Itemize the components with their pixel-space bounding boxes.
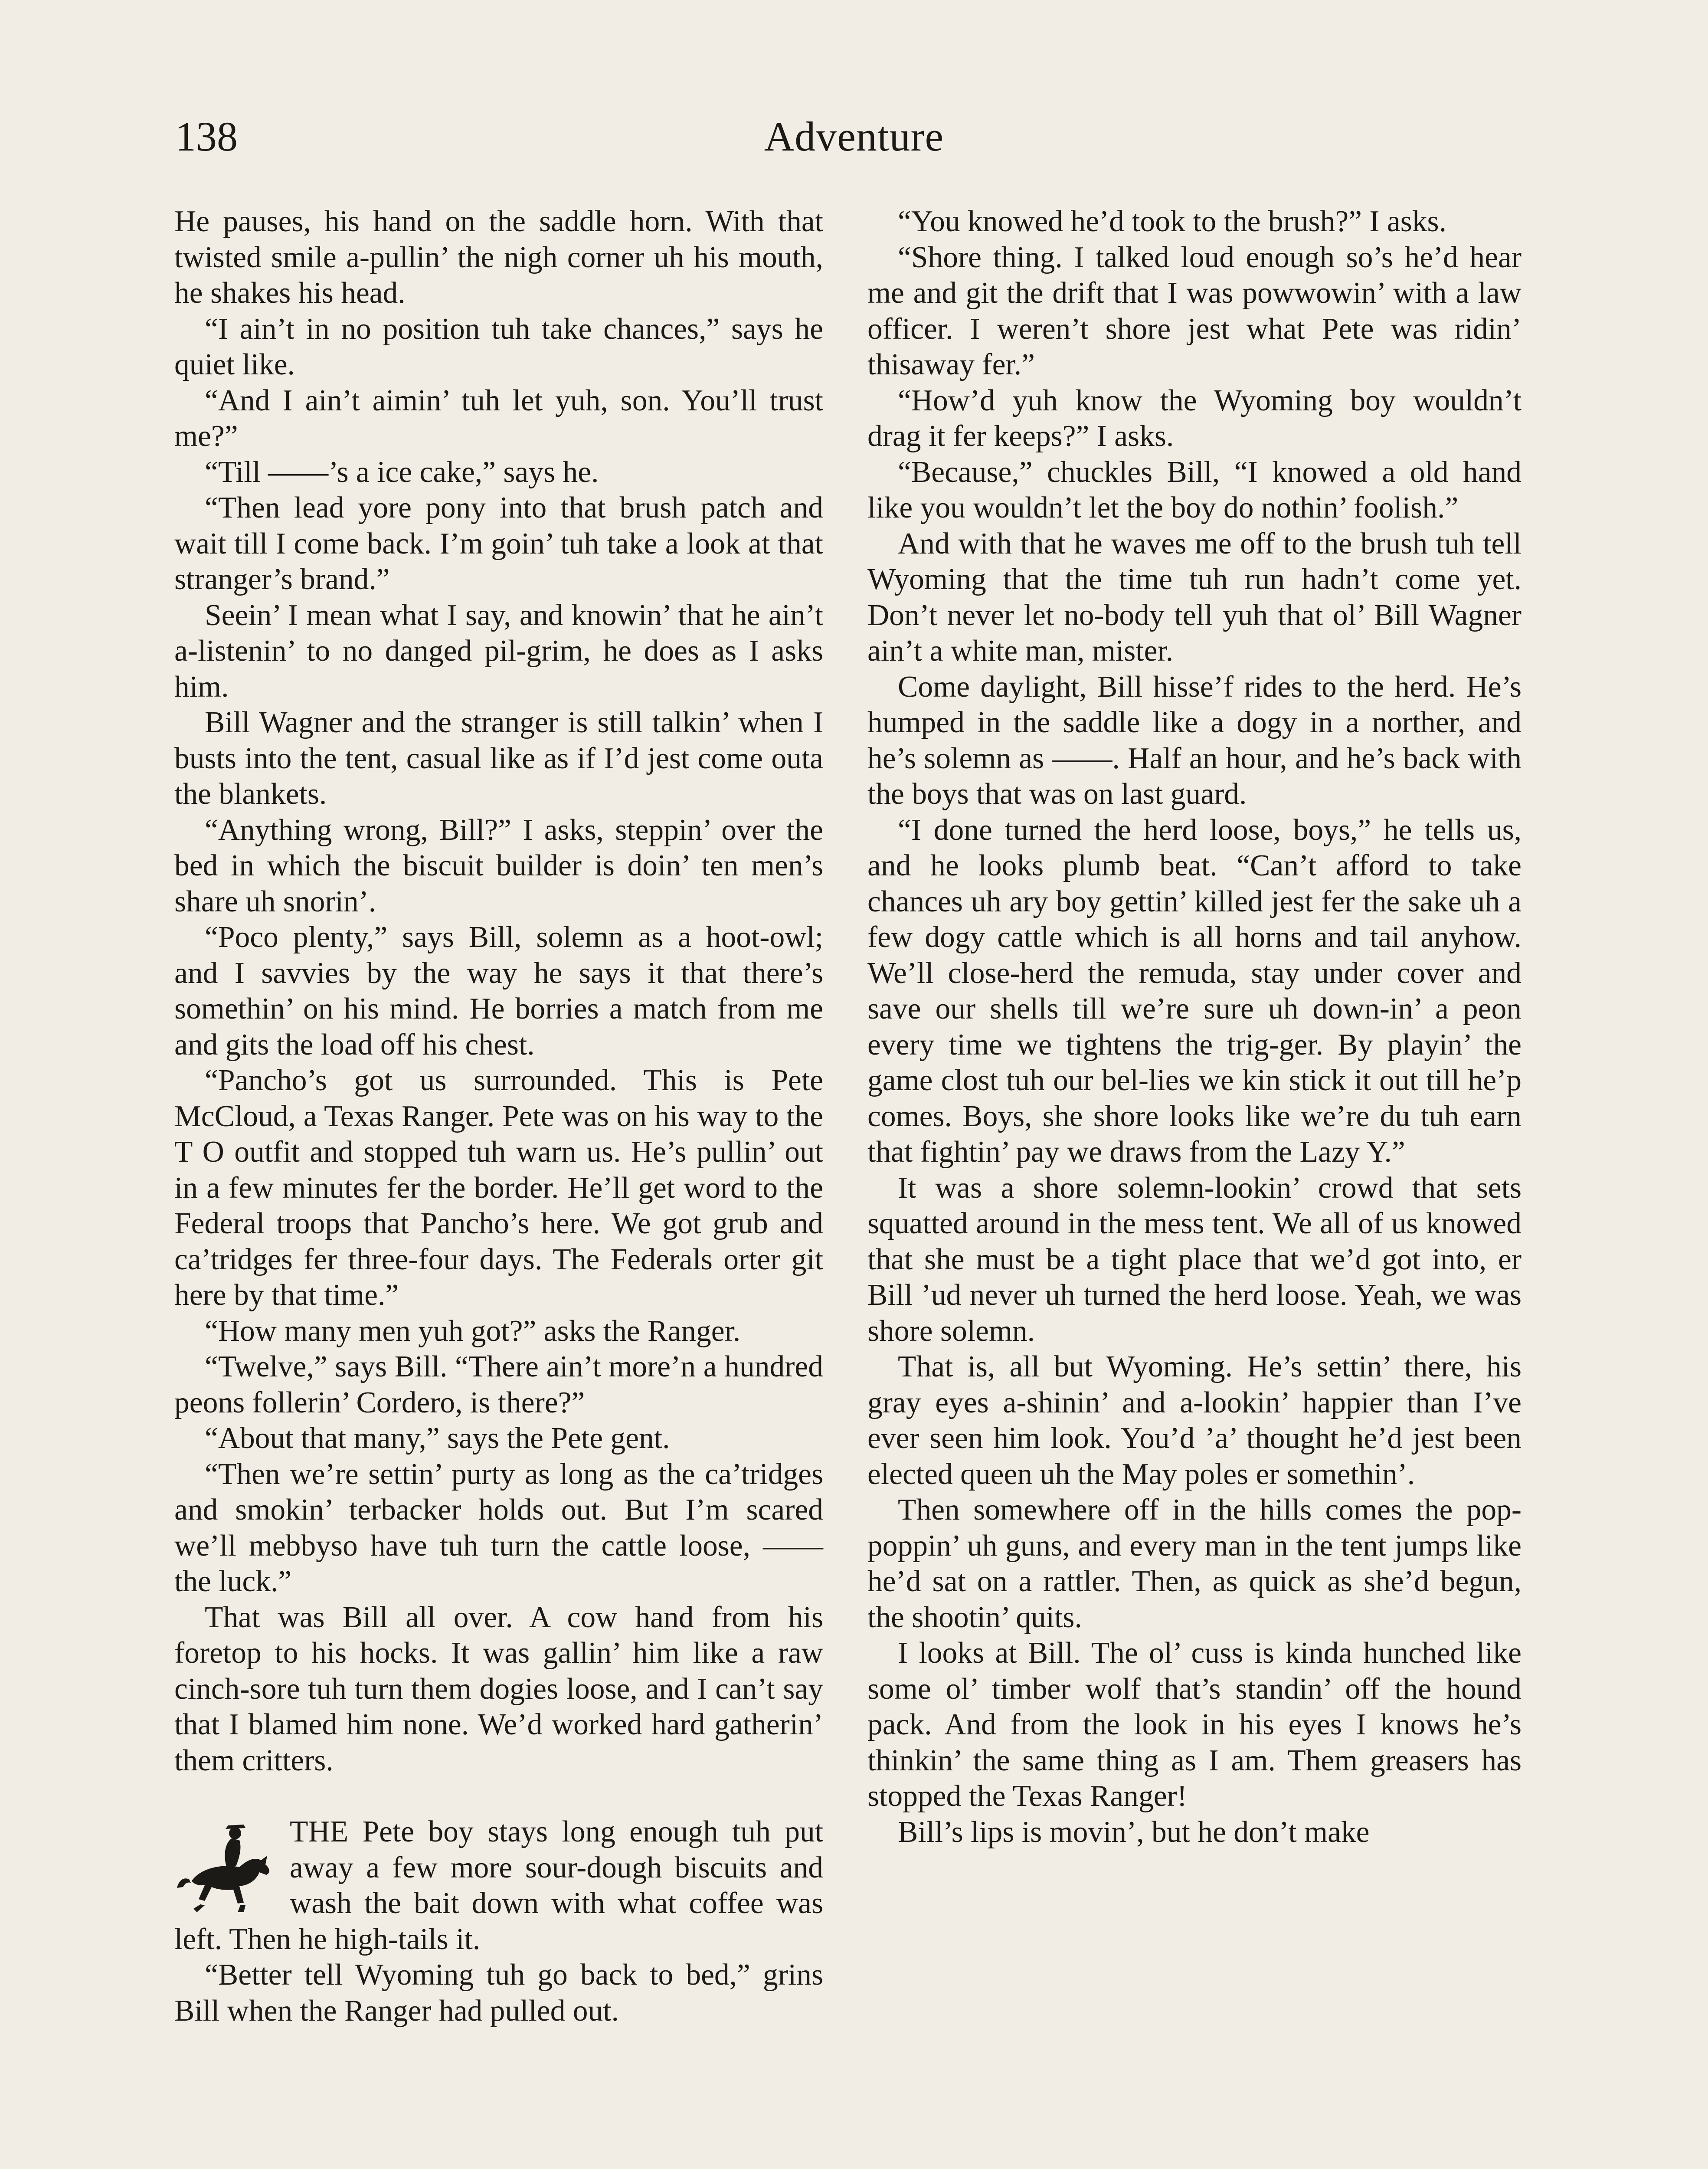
paragraph: “Poco plenty,” says Bill, solemn as a hoot-owl; and I savvies by the way he says it that there’s somethin’ on his mind. He borries a match from me and gits the load off his chest. (174, 921, 823, 1062)
paragraph: “How’d yuh know the Wyoming boy wouldn’t drag it fer keeps?” I asks. (867, 383, 1521, 453)
paragraph: Then somewhere off in the hills comes the pop-poppin’ uh guns, and every man in the tent jumps like he’d sat on a rattler. Then, as quick as she’d begun, the shootin’ quits. (867, 1493, 1521, 1634)
left-column (174, 204, 823, 2029)
section-opening (174, 1814, 823, 1957)
paragraph: Bill’s lips is movin’, but he don’t make (898, 1815, 1370, 1849)
running-head: Adventure (764, 113, 944, 160)
paragraph: THE Pete boy stays long enough tuh put away a few more sour-dough biscuits and wash the bait down with what coffee was left. Then he high-tails it. (174, 1815, 823, 1956)
paragraph: “Because,” chuckles Bill, “I knowed a old hand like you wouldn’t let the boy do nothin’ foolish.” (867, 455, 1521, 524)
paragraph: Seein’ I mean what I say, and knowin’ that he ain’t a-listenin’ to no danged pil-grim, he does as I asks him. (174, 598, 823, 704)
paragraph: “About that many,” says the Pete gent. (205, 1422, 670, 1455)
paragraph: That is, all but Wyoming. He’s settin’ there, his gray eyes a-shinin’ and a-lookin’ happier than I’ve ever seen him look. You’d ’a’ thought he’d jest been elected queen uh the May poles er somethin’. (867, 1350, 1521, 1491)
horse-rider-vignette-icon (174, 1816, 278, 1916)
paragraph: Bill Wagner and the stranger is still talkin’ when I busts into the tent, casual like as if I’d jest come outa the blankets. (174, 706, 823, 811)
page-number: 138 (175, 113, 238, 160)
paragraph: He pauses, his hand on the saddle horn. With that twisted smile a-pullin’ the nigh corner uh his mouth, he shakes his head. (174, 205, 823, 310)
paragraph: “Till ——’s a ice cake,” says he. (205, 455, 599, 489)
paragraph: “I done turned the herd loose, boys,” he tells us, and he looks plumb beat. “Can’t afford to take chances uh ary boy gettin’ killed jest fer the sake uh a few dogy cattle which is all horns and tail anyhow. We’ll close-herd the remuda, stay under cover and save our shells till we’re sure uh down-in’ a peon every time we tightens the trig-ger. By playin’ the game clost tuh our bel-lies we kin stick it out till he’p comes. Boys, she shore looks like we’re du tuh earn that fightin’ pay we draws from the Lazy Y.” (867, 813, 1521, 1169)
paragraph: I looks at Bill. The ol’ cuss is kinda hunched like some ol’ timber wolf that’s standin’ off the hound pack. And from the look in his eyes I knows he’s thinkin’ the same thing as I am. Them greasers has stopped the Texas Ranger! (867, 1636, 1521, 1813)
paragraph: “Shore thing. I talked loud enough so’s he’d hear me and git the drift that I was powwowin’ with a law officer. I weren’t shore jest what Pete was ridin’ thisaway fer.” (867, 240, 1521, 381)
paragraph: “Then lead yore pony into that brush patch and wait till I come back. I’m goin’ tuh take a look at that stranger’s brand.” (174, 491, 823, 596)
paragraph: And with that he waves me off to the brush tuh tell Wyoming that the time tuh run hadn’t come yet. Don’t never let no-body tell yuh that ol’ Bill Wagner ain’t a white man, mister. (867, 527, 1521, 668)
paragraph: “How many men yuh got?” asks the Ranger. (205, 1314, 741, 1348)
paragraph: Come daylight, Bill hisse’f rides to the herd. He’s humped in the saddle like a dogy in a norther, and he’s solemn as ——. Half an hour, and he’s back with the boys that was on last guard. (867, 670, 1521, 811)
paragraph: “Pancho’s got us surrounded. This is Pete McCloud, a Texas Ranger. Pete was on his way to the T O outfit and stopped tuh warn us. He’s pullin’ out in a few minutes fer the border. He’ll get word to the Federal troops that Pancho’s here. We got grub and ca’tridges fer three-four days. The Federals orter git here by that time.” (174, 1064, 823, 1312)
paragraph: “And I ain’t aimin’ tuh let yuh, son. You’ll trust me?” (174, 383, 823, 453)
paragraph: “Better tell Wyoming tuh go back to bed,” grins Bill when the Ranger had pulled out. (174, 1958, 823, 2028)
right-column (867, 204, 1521, 1850)
paragraph: “Twelve,” says Bill. “There ain’t more’n a hundred peons follerin’ Cordero, is there?” (174, 1350, 823, 1419)
paragraph: “I ain’t in no position tuh take chances,” says he quiet like. (174, 312, 823, 381)
paragraph: That was Bill all over. A cow hand from his foretop to his hocks. It was gallin’ him like a raw cinch-sore tuh turn them dogies loose, and I can’t say that I blamed him none. We’d worked hard gatherin’ them critters. (174, 1600, 823, 1777)
paragraph: It was a shore solemn-lookin’ crowd that sets squatted around in the mess tent. We all of us knowed that she must be a tight place that we’d got into, er Bill ’ud never uh turned the herd loose. Yeah, we was shore solemn. (867, 1171, 1521, 1348)
paragraph: “Then we’re settin’ purty as long as the ca’tridges and smokin’ terbacker holds out. But I’m scared we’ll mebbyso have tuh turn the cattle loose, —— the luck.” (174, 1457, 823, 1598)
paragraph: “You knowed he’d took to the brush?” I asks. (898, 205, 1446, 238)
paragraph: “Anything wrong, Bill?” I asks, steppin’ over the bed in which the biscuit builder is doin’ ten men’s share uh snorin’. (174, 813, 823, 918)
